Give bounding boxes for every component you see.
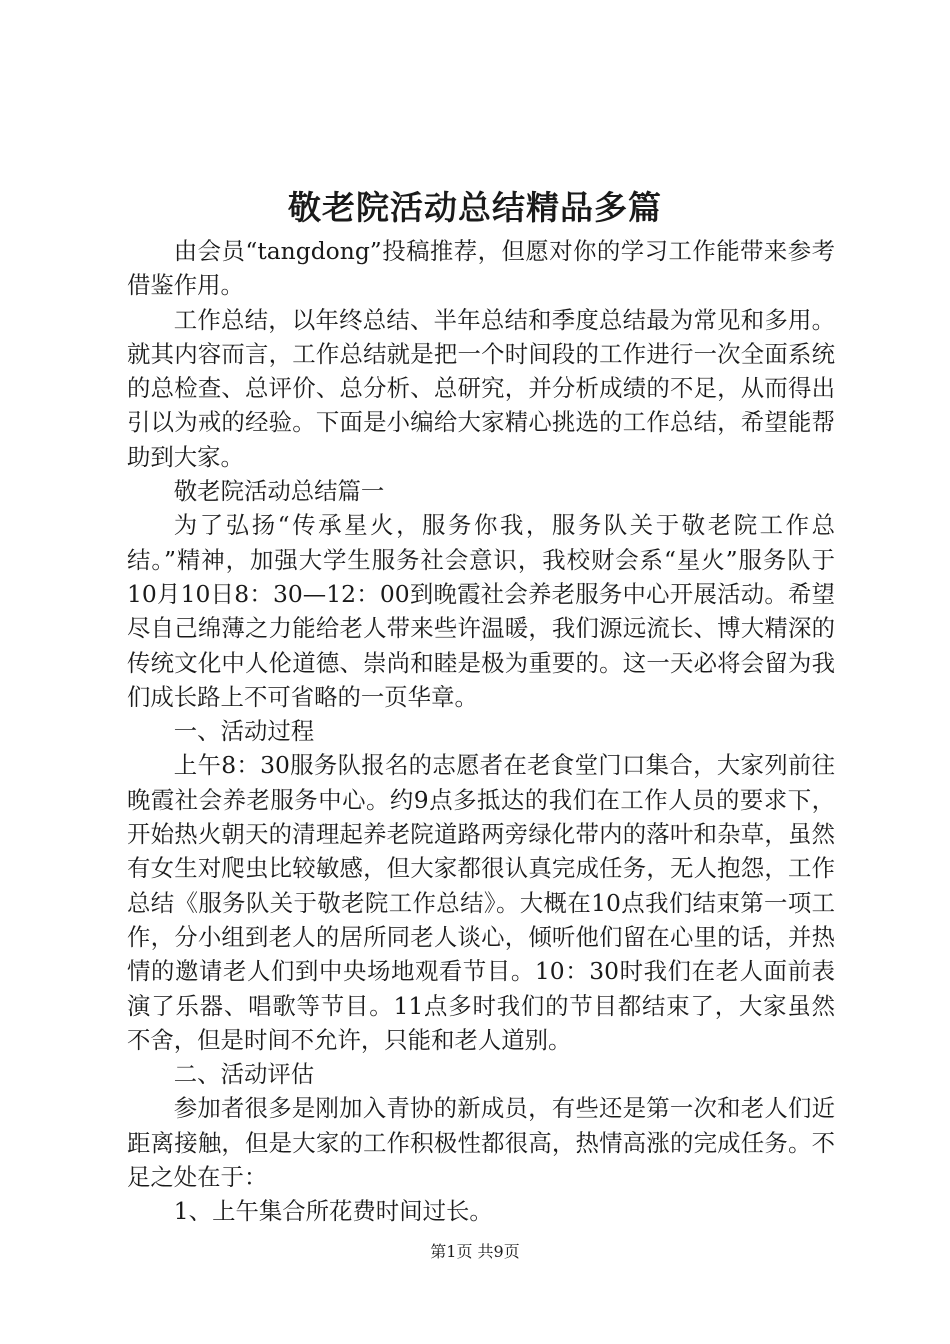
- activity-background-paragraph: 为了弘扬“传承星火，服务你我，服务队关于敬老院工作总结。”精神，加强大学生服务社会意识，我校财会系“星火”服务队于10月10日8：30—12：00到晚霞社会养老服务中心开展活动。希望尽自己绵薄之力能给老人带来些许温暖，我们源远流长、博大精深的传统文化中人伦道德、崇尚和睦是极为重要的。这一天必将会留为我们成长路上不可省略的一页华章。: [127, 511, 835, 711]
- list-item: 1、上午集合所花费时间过长。: [173, 1197, 493, 1226]
- intro-paragraph: 由会员“tangdong”投稿推荐，但愿对你的学习工作能带来参考借鉴作用。: [127, 237, 835, 300]
- summary-definition-paragraph: 工作总结，以年终总结、半年总结和季度总结最为常见和多用。就其内容而言，工作总结就是把一个时间段的工作进行一次全面系统的总检查、总评价、总分析、总研究，并分析成绩的不足，从而得出引以为戒的经验。下面是小编给大家精心挑选的工作总结，希望能帮助到大家。: [127, 305, 835, 471]
- activity-process-paragraph: 上午8：30服务队报名的志愿者在老食堂门口集合，大家列前往晚霞社会养老服务中心。约9点多抵达的我们在工作人员的要求下，开始热火朝天的清理起养老院道路两旁绿化带内的落叶和杂草，虽然有女生对爬虫比较敏感，但大家都很认真完成任务，无人抱怨，工作总结《服务队关于敬老院工作总结》。大概在10点我们结束第一项工作，分小组到老人的居所同老人谈心，倾听他们留在心里的话，并热情的邀请老人们到中央场地观看节目。10：30时我们在老人面前表演了乐器、唱歌等节目。11点多时我们的节目都结束了，大家虽然不舍，但是时间不允许，只能和老人道别。: [127, 751, 835, 1054]
- page-number-footer: 第1页 共9页: [430, 1242, 520, 1261]
- section-heading-activity-process: 一、活动过程: [173, 717, 315, 746]
- section-heading-part-one: 敬老院活动总结篇一: [173, 477, 385, 506]
- section-heading-activity-evaluation: 二、活动评估: [173, 1060, 315, 1089]
- document-title: 敬老院活动总结精品多篇: [288, 188, 662, 227]
- document-body: [127, 234, 835, 1229]
- activity-evaluation-paragraph: 参加者很多是刚加入青协的新成员，有些还是第一次和老人们近距离接触，但是大家的工作积极性都很高，热情高涨的完成任务。不足之处在于：: [127, 1094, 835, 1192]
